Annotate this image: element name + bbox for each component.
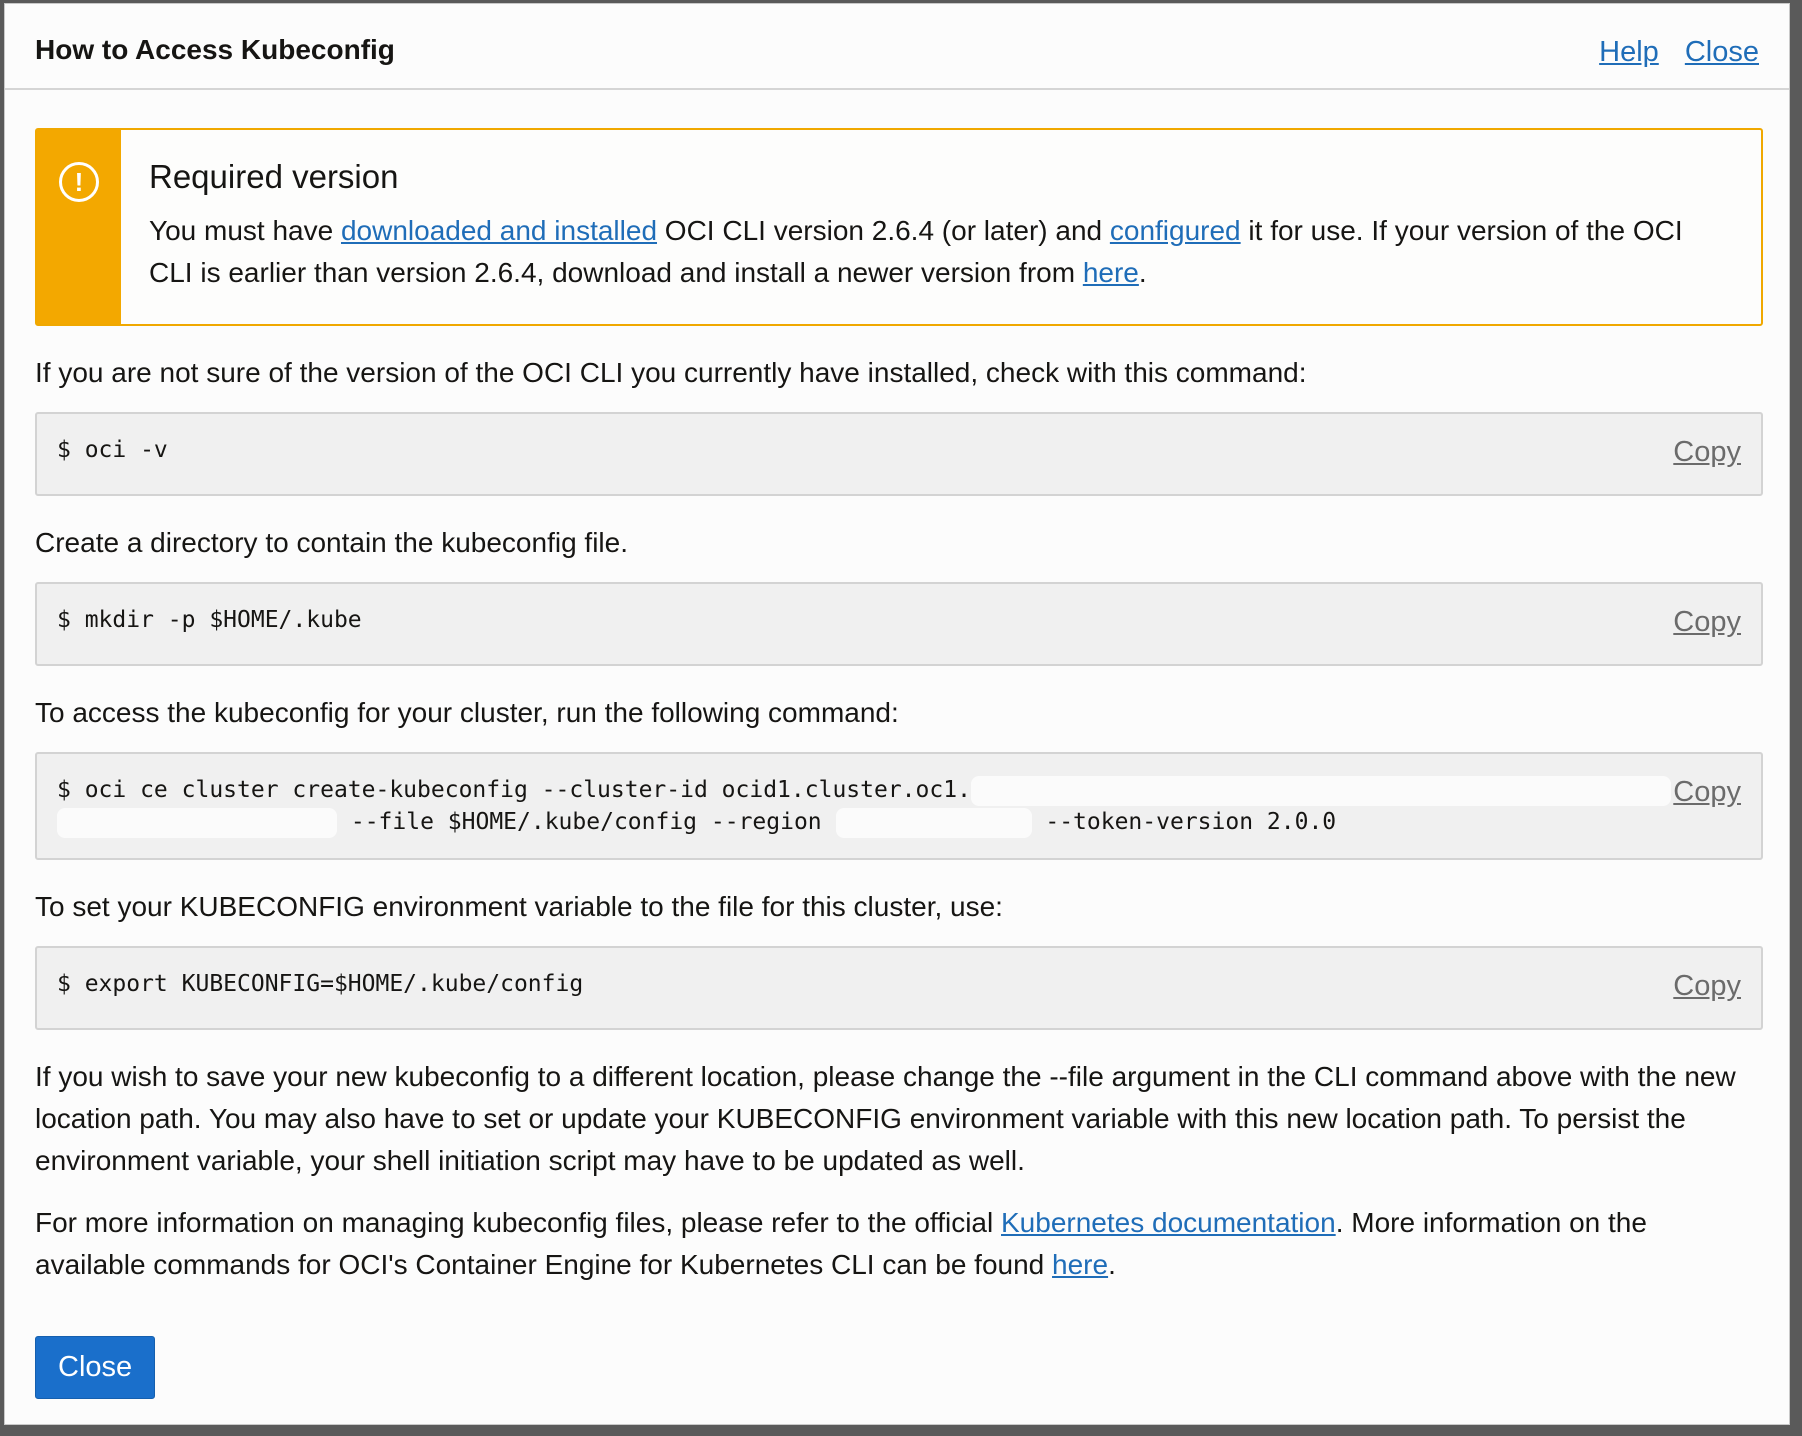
step-description: Create a directory to contain the kubeconfig file. [35, 527, 629, 558]
code-block-create-kubeconfig [35, 752, 1763, 860]
cli-download-here-link[interactable]: here [1082, 257, 1139, 288]
close-link[interactable]: Close [1684, 36, 1759, 68]
copy-button[interactable]: Copy [1673, 776, 1741, 808]
redacted-region [57, 808, 337, 838]
code-block-mkdir [35, 582, 1763, 666]
notice-title: Required version [149, 158, 399, 195]
dialog-title: How to Access Kubeconfig [35, 34, 395, 65]
notice-text-part: . [1138, 257, 1147, 288]
required-version-notice [35, 128, 1763, 326]
redacted-region [836, 808, 1032, 838]
more-info-text: For more information on managing kubeconfig files, please refer to the official [35, 1207, 1001, 1238]
notice-text-part: it for use. If your version of the OCI CLI is earlier than version 2.6.4, download and install a newer version from [149, 215, 1683, 288]
step-description: If you are not sure of the version of the OCI CLI you currently have installed, check with this command: [35, 357, 1307, 388]
redacted-region [971, 776, 1671, 806]
code-text: $ oci -v [57, 437, 168, 463]
code-text-line2-end: --token-version 2.0.0 [1031, 809, 1337, 835]
code-text-line2: --file $HOME/.kube/config --region [337, 809, 836, 835]
dialog-content [35, 128, 1763, 1286]
kubernetes-docs-link[interactable]: Kubernetes documentation [1001, 1207, 1336, 1238]
code-block-oci-version [35, 412, 1763, 496]
copy-button[interactable]: Copy [1673, 436, 1741, 468]
warning-bar [37, 130, 121, 324]
code-text: $ mkdir -p $HOME/.kube [57, 607, 362, 633]
close-button[interactable]: Close [35, 1336, 155, 1399]
save-note: If you wish to save your new kubeconfig to a different location, please change the --file argument in the CLI command above with the new location path. You may also have to set or update your KUBECONFIG environment variable with this new location path. To persist the environment variable, your shell initiation script may have to be updated as well. [35, 1061, 1736, 1176]
download-install-link[interactable]: downloaded and installed [340, 215, 658, 246]
code-block-export [35, 946, 1763, 1030]
dialog-header [5, 4, 1789, 90]
more-info [35, 1202, 1763, 1286]
cli-commands-here-link[interactable]: here [1052, 1249, 1109, 1280]
help-link[interactable]: Help [1599, 36, 1659, 68]
configured-link[interactable]: configured [1109, 215, 1241, 246]
copy-button[interactable]: Copy [1673, 970, 1741, 1002]
warning-icon: ! [59, 162, 99, 202]
kubeconfig-dialog [4, 3, 1790, 1425]
header-links [1581, 36, 1759, 69]
notice-text [149, 210, 1721, 294]
notice-body [149, 158, 1721, 294]
dialog-footer [35, 1336, 155, 1399]
notice-text-part: OCI CLI version 2.6.4 (or later) and [657, 215, 1110, 246]
more-info-text: . More information on the available commands for OCI's Container Engine for Kubernetes CLI can be found [35, 1207, 1647, 1280]
code-text: $ export KUBECONFIG=$HOME/.kube/config [57, 971, 584, 997]
step-description: To set your KUBECONFIG environment variable to the file for this cluster, use: [35, 891, 1003, 922]
notice-text-part: You must have [149, 215, 341, 246]
copy-button[interactable]: Copy [1673, 606, 1741, 638]
code-text-line1: $ oci ce cluster create-kubeconfig --cluster-id ocid1.cluster.oc1. [57, 777, 971, 803]
more-info-text: . [1108, 1249, 1116, 1280]
step-description: To access the kubeconfig for your cluster, run the following command: [35, 697, 899, 728]
